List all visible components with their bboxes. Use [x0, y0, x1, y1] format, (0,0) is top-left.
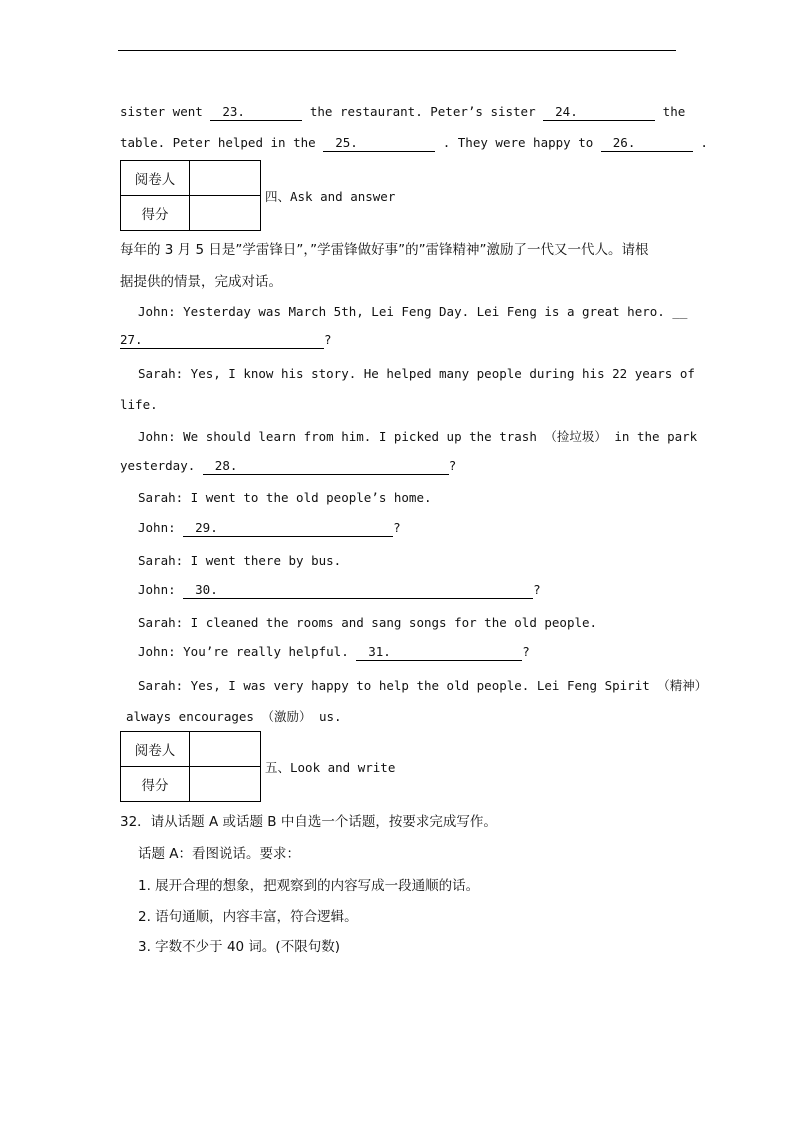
section-4-intro-line-1: 每年的 3 月 5 日是”学雷锋日”，”学雷锋做好事”的”雷锋精神”激励了一代又一代人。请根	[120, 242, 649, 258]
dialogue-line-10b: always encourages （激励） us.	[126, 709, 342, 724]
score-cell[interactable]	[190, 767, 261, 802]
dialogue-line-6: Sarah: I went there by bus.	[138, 553, 342, 568]
section-4-title: 四、Ask and answer	[265, 189, 396, 204]
section-5-title: 五、Look and write	[265, 760, 396, 775]
dialogue-line-3: John: We should learn from him. I picked up the trash （捡垃圾） in the park	[138, 429, 698, 444]
dialogue-line-4: Sarah: I went to the old people’s home.	[138, 490, 432, 505]
score-table-section-4	[120, 160, 261, 231]
answer-blank-26[interactable]: 26.	[601, 135, 693, 152]
passage-line-2: table. Peter helped in the 25. . They were happy to 26. .	[120, 135, 708, 150]
dialogue-line-1b: 27. ?	[120, 332, 332, 347]
dialogue-line-10: Sarah: Yes, I was very happy to help the old people. Lei Feng Spirit （精神）	[138, 678, 708, 693]
dialogue-line-1: John: Yesterday was March 5th, Lei Feng Day. Lei Feng is a great hero. __	[138, 304, 688, 319]
dialogue-line-2b: life.	[120, 397, 158, 412]
requirement-3: 3. 字数不少于 40 词。(不限句数)	[138, 939, 340, 955]
score-label: 得分	[121, 767, 190, 802]
score-table-section-5	[120, 731, 261, 802]
dialogue-line-7: John: 30. ?	[138, 582, 541, 597]
answer-blank-25[interactable]: 25.	[323, 135, 435, 152]
requirement-2: 2. 语句通顺，内容丰富，符合逻辑。	[138, 909, 358, 925]
dialogue-line-9: John: You’re really helpful. 31. ?	[138, 644, 530, 659]
question-32: 32．请从话题 A 或话题 B 中自选一个话题，按要求完成写作。	[120, 814, 497, 830]
reviewer-label: 阅卷人	[121, 161, 190, 196]
header-rule	[118, 50, 676, 51]
answer-blank-30[interactable]: 30.	[183, 582, 533, 599]
answer-blank-28[interactable]: 28.	[203, 458, 449, 475]
dialogue-line-2: Sarah: Yes, I know his story. He helped many people during his 22 years of	[138, 366, 695, 381]
dialogue-line-3b: yesterday. 28. ?	[120, 458, 457, 473]
answer-blank-23[interactable]: 23.	[210, 104, 302, 121]
score-label: 得分	[121, 196, 190, 231]
answer-blank-31[interactable]: 31.	[356, 644, 522, 661]
answer-blank-27[interactable]: 27.	[120, 332, 324, 349]
dialogue-line-8: Sarah: I cleaned the rooms and sang songs for the old people.	[138, 615, 598, 630]
requirement-1: 1. 展开合理的想象，把观察到的内容写成一段通顺的话。	[138, 878, 480, 894]
reviewer-label: 阅卷人	[121, 732, 190, 767]
answer-blank-29[interactable]: 29.	[183, 520, 393, 537]
answer-blank-24[interactable]: 24.	[543, 104, 655, 121]
reviewer-cell[interactable]	[190, 161, 261, 196]
score-cell[interactable]	[190, 196, 261, 231]
reviewer-cell[interactable]	[190, 732, 261, 767]
topic-a-heading: 话题 A：看图说话。要求：	[138, 846, 301, 862]
passage-line-1: sister went 23. the restaurant. Peter’s sister 24. the	[120, 104, 686, 119]
section-4-intro-line-2: 据提供的情景，完成对话。	[120, 274, 282, 290]
dialogue-line-5: John: 29. ?	[138, 520, 401, 535]
